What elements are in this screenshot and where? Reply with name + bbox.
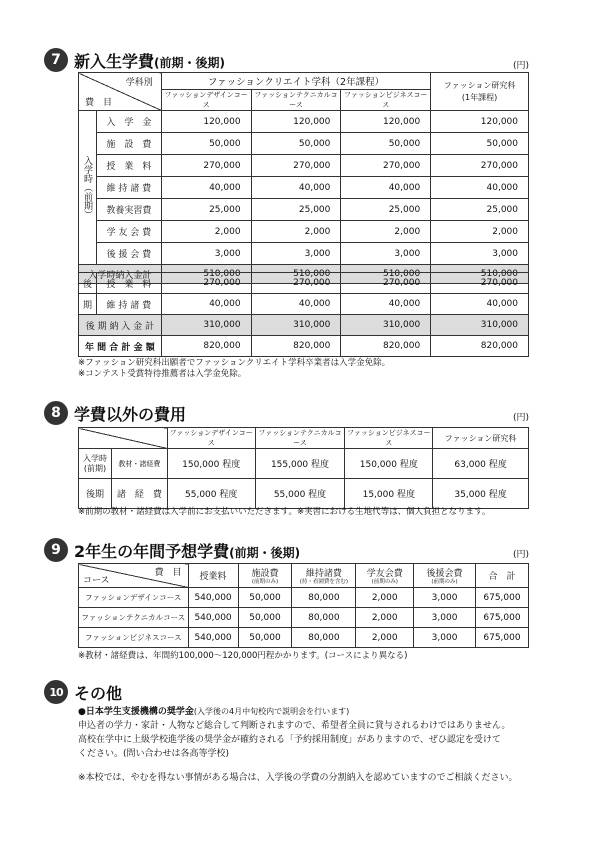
section-10-number-badge: 10	[44, 680, 68, 704]
section-7-notes	[78, 358, 390, 380]
cell-value: 310,000	[341, 315, 431, 336]
col-business-course: ファッションビジネスコース	[345, 428, 433, 449]
section-10-heading	[44, 680, 122, 704]
other-costs-header-corner	[79, 428, 168, 449]
cell-value: 270,000	[251, 155, 341, 177]
cell-value: 120,000	[251, 111, 341, 133]
cell-value: 80,000	[292, 628, 356, 648]
cell-value: 3,000	[161, 243, 251, 265]
cell-value: 270,000	[431, 155, 529, 177]
section-9-number-badge: 9	[44, 538, 68, 562]
cell-value: 3,000	[251, 243, 341, 265]
create-dept-header: ファッションクリエイト学科（2年課程）	[161, 73, 430, 90]
dept-label: 学科別	[125, 78, 153, 88]
cell-value: 40,000	[431, 177, 529, 199]
cell-value: 55,000 程度	[167, 479, 255, 509]
cell-value: 2,000	[251, 221, 341, 243]
section-7-number-badge: 7	[44, 48, 68, 72]
course-label: コース	[83, 576, 110, 586]
cell-value: 3,000	[414, 628, 476, 648]
row-label: 学 友 会 費	[96, 221, 161, 243]
body-line: ください。(問い合わせは各高等学校)	[78, 749, 230, 759]
cell-value: 50,000	[238, 628, 292, 648]
cell-value: 310,000	[251, 315, 341, 336]
tuition-table	[78, 72, 529, 284]
col-header: 合 計	[475, 564, 528, 588]
col-business-course: ファッションビジネスコース	[341, 90, 431, 111]
cell-value: 25,000	[251, 199, 341, 221]
cell-value: 270,000	[161, 273, 251, 294]
scholarship-heading: ●日本学生支援機構の奨学金(入学後の4月中旬校内で説明会を行います)	[78, 707, 350, 717]
row-label: ファッションデザインコース	[79, 588, 189, 608]
cell-value: 63,000 程度	[433, 449, 529, 479]
col-header: 学友会費 (前期のみ)	[356, 564, 414, 588]
cell-value: 2,000	[161, 221, 251, 243]
section-7-unit: (円)	[512, 61, 529, 71]
cell-value: 270,000	[341, 155, 431, 177]
cell-value: 120,000	[341, 111, 431, 133]
later-total-label: 後 期 納 入 金 計	[79, 315, 162, 336]
cell-value: 310,000	[431, 315, 529, 336]
cell-value: 820,000	[161, 336, 251, 357]
cell-value: 40,000	[341, 177, 431, 199]
cell-value: 25,000	[341, 199, 431, 221]
row-label: 教材・諸経費	[111, 449, 167, 479]
col-header: 後援会費 (前期のみ)	[414, 564, 476, 588]
row-group-label: 入学時 (前期)	[79, 449, 112, 479]
section-7-title: 新入生学費(前期・後期)	[74, 51, 225, 71]
row-label: ファッションビジネスコース	[79, 628, 189, 648]
cell-value: 675,000	[475, 608, 528, 628]
cell-value: 820,000	[431, 336, 529, 357]
section-7-heading	[44, 48, 225, 72]
cell-value: 40,000	[161, 294, 251, 315]
col-header: 授業料	[188, 564, 238, 588]
cell-value: 2,000	[431, 221, 529, 243]
later-group-label-2: 期	[79, 294, 97, 315]
cell-value: 510,000	[431, 265, 529, 284]
cell-value: 150,000 程度	[345, 449, 433, 479]
cell-value: 675,000	[475, 628, 528, 648]
cell-value: 50,000	[238, 588, 292, 608]
row-label: 教養実習費	[96, 199, 161, 221]
section-8-note: ※前期の教材・諸経費は入学前にお支払いいただきます。※実習における生地代等は、個人負担となります。	[78, 507, 491, 517]
cell-value: 820,000	[251, 336, 341, 357]
cell-value: 155,000 程度	[255, 449, 345, 479]
cell-value: 2,000	[356, 588, 414, 608]
row-label: 授 業 料	[96, 155, 161, 177]
cell-value: 80,000	[292, 608, 356, 628]
cell-value: 540,000	[188, 588, 238, 608]
annual-total-label: 年 間 合 計 金 額	[79, 336, 162, 357]
item-label: 費 目	[85, 98, 113, 108]
cell-value: 3,000	[431, 243, 529, 265]
cell-value: 25,000	[161, 199, 251, 221]
cell-value: 510,000	[251, 265, 341, 284]
cell-value: 270,000	[161, 155, 251, 177]
second-year-header-corner	[79, 564, 189, 588]
section-10-title: その他	[74, 683, 123, 703]
cell-value: 675,000	[475, 588, 528, 608]
tuition-later-table	[78, 272, 529, 357]
item-label: 費 目	[154, 568, 182, 578]
annual-total-row	[79, 336, 529, 357]
section-9-unit: (円)	[512, 550, 529, 560]
row-label: ファッションテクニカルコース	[79, 608, 189, 628]
col-design-course: ファッションデザインコース	[161, 90, 251, 111]
note-line: ※ファッション研究科出願者でファッションクリエイト学科卒業者は入学金免除。	[78, 358, 391, 368]
section-8-heading	[44, 401, 186, 425]
cell-value: 3,000	[341, 243, 431, 265]
cell-value: 40,000	[251, 177, 341, 199]
cell-value: 3,000	[414, 608, 476, 628]
cell-value: 40,000	[341, 294, 431, 315]
body-line: 高校在学中に上級学校進学後の奨学金が確約される「予約採用制度」がありますので、ぜひ認定を受けて	[78, 735, 501, 745]
cell-value: 3,000	[414, 588, 476, 608]
row-label: 維 持 諸 費	[96, 177, 161, 199]
tuition-header-corner	[79, 73, 162, 111]
cell-value: 35,000 程度	[433, 479, 529, 509]
cell-value: 50,000	[251, 133, 341, 155]
later-group-label-1: 後	[79, 273, 97, 294]
col-research: ファッション研究科	[433, 428, 529, 449]
row-group-label: 後期	[79, 479, 112, 509]
row-label: 維 持 諸 費	[96, 294, 161, 315]
cell-value: 2,000	[356, 608, 414, 628]
row-label: 授 業 料	[96, 273, 161, 294]
cell-value: 50,000	[161, 133, 251, 155]
row-label: 入 学 金	[96, 111, 161, 133]
cell-value: 50,000	[431, 133, 529, 155]
row-label: 諸 経 費	[111, 479, 167, 509]
cell-value: 2,000	[356, 628, 414, 648]
col-header: 維持諸費 (持・看園費を含む)	[292, 564, 356, 588]
cell-value: 310,000	[161, 315, 251, 336]
cell-value: 80,000	[292, 588, 356, 608]
cell-value: 510,000	[161, 265, 251, 284]
cell-value: 510,000	[341, 265, 431, 284]
research-header: ファッション研究科 (1年課程)	[431, 73, 529, 111]
col-design-course: ファッションデザインコース	[167, 428, 255, 449]
cell-value: 40,000	[161, 177, 251, 199]
col-technical-course: ファッションテクニカルコース	[251, 90, 341, 111]
cell-value: 120,000	[431, 111, 529, 133]
section-9-heading	[44, 538, 300, 562]
cell-value: 540,000	[188, 608, 238, 628]
cell-value: 40,000	[431, 294, 529, 315]
cell-value: 50,000	[238, 608, 292, 628]
cell-value: 25,000	[431, 199, 529, 221]
cell-value: 820,000	[341, 336, 431, 357]
section-8-unit: (円)	[512, 413, 529, 423]
section-9-title: 2年生の年間予想学費(前期・後期)	[74, 541, 301, 561]
section-10-body	[78, 705, 548, 785]
row-label: 施 設 費	[96, 133, 161, 155]
cell-value: 270,000	[431, 273, 529, 294]
cell-value: 150,000 程度	[167, 449, 255, 479]
entry-total-label: 入学時納入金計	[79, 265, 162, 284]
cell-value: 270,000	[341, 273, 431, 294]
cell-value: 2,000	[341, 221, 431, 243]
cell-value: 40,000	[251, 294, 341, 315]
installment-note: ※本校では、やむを得ない事情がある場合は、入学後の学費の分割納入を認めていますのでご相談ください。	[78, 773, 518, 783]
later-total-row	[79, 315, 529, 336]
second-year-table	[78, 563, 529, 648]
cell-value: 540,000	[188, 628, 238, 648]
section-8-number-badge: 8	[44, 401, 68, 425]
cell-value: 120,000	[161, 111, 251, 133]
cell-value: 270,000	[251, 273, 341, 294]
col-header: 施設費 (前期のみ)	[238, 564, 292, 588]
section-8-title: 学費以外の費用	[74, 404, 187, 424]
row-label: 後 援 会 費	[96, 243, 161, 265]
col-technical-course: ファッションテクニカルコース	[255, 428, 345, 449]
entry-group-label: 入学時（前期）	[79, 111, 97, 265]
body-line: 申込者の学力・家計・人物など総合して判断されますので、希望者全員に貸与されるわけではありません。	[78, 721, 511, 731]
other-costs-table	[78, 427, 529, 509]
cell-value: 15,000 程度	[345, 479, 433, 509]
cell-value: 55,000 程度	[255, 479, 345, 509]
cell-value: 50,000	[341, 133, 431, 155]
section-9-note: ※教材・諸経費は、年間約100,000～120,000円程かかります。(コースにより異なる)	[78, 651, 408, 661]
note-line: ※コンテスト受賞特待推薦者は入学金免除。	[78, 369, 247, 379]
